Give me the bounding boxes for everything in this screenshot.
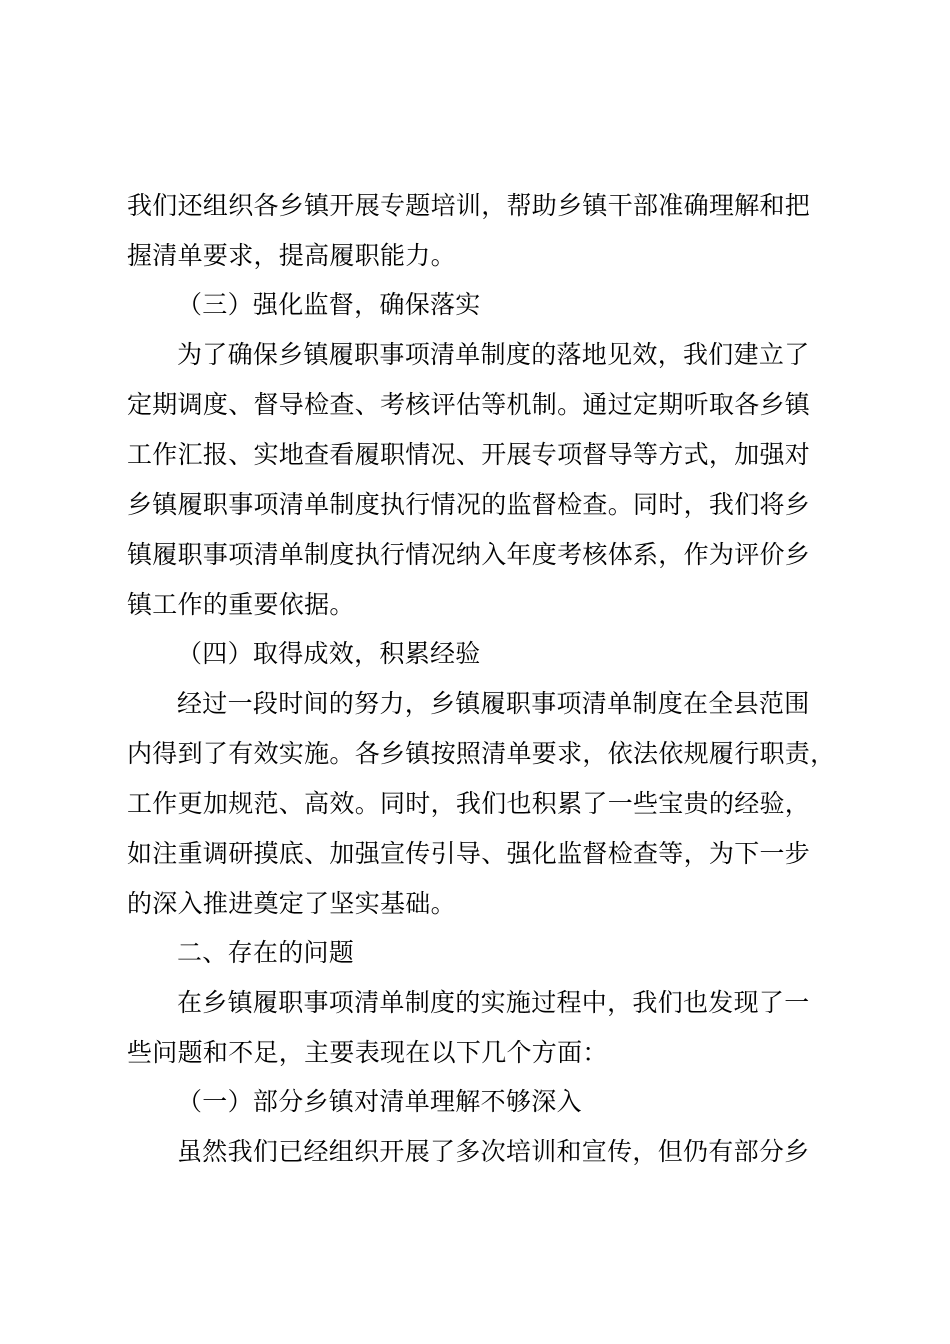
paragraph-line: 如注重调研摸底、加强宣传引导、强化监督检查等，为下一步 <box>127 839 811 868</box>
paragraph-line: 工作更加规范、高效。同时，我们也积累了一些宝贵的经验， <box>127 789 811 818</box>
paragraph-line: 乡镇履职事项清单制度执行情况的监督检查。同时，我们将乡 <box>127 490 811 519</box>
paragraph-line: 经过一段时间的努力，乡镇履职事项清单制度在全县范围 <box>177 689 810 718</box>
paragraph-line: 握清单要求，提高履职能力。 <box>127 241 456 270</box>
section-heading: （三）强化监督，确保落实 <box>177 290 481 319</box>
paragraph-line: 为了确保乡镇履职事项清单制度的落地见效，我们建立了 <box>177 340 810 369</box>
section-heading: （四）取得成效，积累经验 <box>177 639 481 668</box>
paragraph-line: 在乡镇履职事项清单制度的实施过程中，我们也发现了一 <box>177 988 810 1017</box>
paragraph-line: 镇履职事项清单制度执行情况纳入年度考核体系，作为评价乡 <box>127 540 811 569</box>
paragraph-line: 工作汇报、实地查看履职情况、开展专项督导等方式，加强对 <box>127 440 811 469</box>
section-heading: （一）部分乡镇对清单理解不够深入 <box>177 1087 582 1116</box>
paragraph-line: 镇工作的重要依据。 <box>127 590 355 619</box>
paragraph-line: 内得到了有效实施。各乡镇按照清单要求，依法依规履行职责， <box>127 739 836 768</box>
section-heading: 二、存在的问题 <box>177 938 355 967</box>
paragraph-line: 些问题和不足，主要表现在以下几个方面： <box>127 1038 608 1067</box>
paragraph-line: 虽然我们已经组织开展了多次培训和宣传，但仍有部分乡 <box>177 1137 810 1166</box>
paragraph-line: 我们还组织各乡镇开展专题培训，帮助乡镇干部准确理解和把 <box>127 191 811 220</box>
paragraph-line: 的深入推进奠定了坚实基础。 <box>127 889 456 918</box>
paragraph-line: 定期调度、督导检查、考核评估等机制。通过定期听取各乡镇 <box>127 390 811 419</box>
